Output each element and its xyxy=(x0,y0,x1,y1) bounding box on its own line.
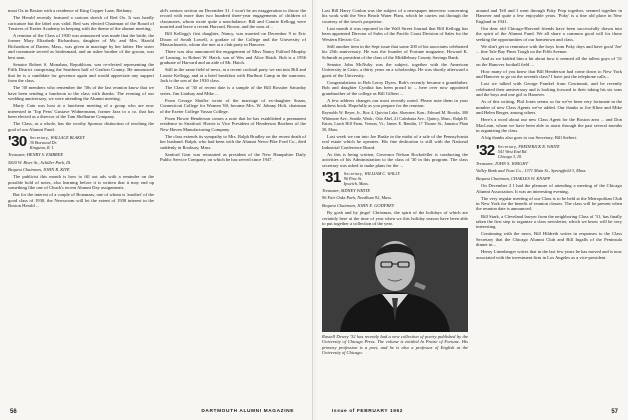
paragraph: Last month it was reported in the Wall Street Journal that Bill Kellogg has been appointed Director of Sales of the Pacific Coast Division of Sales for the Western Electric Co. xyxy=(322,25,468,42)
paragraph: On December 2 I had the pleasure of attending a meeting of the Chicago Alumni Association. It was an interesting evening. xyxy=(476,183,622,194)
class-officers: Secretary, WALLACE BLAKEY 30 Boxwood Dr. Kingston, R. I. xyxy=(29,135,85,151)
paragraph: The publicist this month is how to fill out ads with a reminder on the possible hold of notes, also learning before it is written that it may end up something like one of Chuck's recent Alumni Day assignments. xyxy=(8,174,154,191)
class-year: '31 xyxy=(322,168,341,186)
class-officers: Secretary, FREDERICK R. WHITE 541 West End Rd. Chicago 3, Ill. xyxy=(497,143,560,159)
paragraph: Marty Cain was host at a luncheon meeting of a group who are now interested in 'Top Pens' Gustave Widnermann, former Jazz to a co. that has been elected as a director of the Tam Shelburne Company. xyxy=(8,103,154,120)
running-footer: DARTMOUTH ALUMNI MAGAZINE xyxy=(201,409,294,414)
paragraph: Henry Linenberger writes that in the last few years he has moved and is now associated with the investment firm in Los Angeles as a vice-president. xyxy=(476,249,622,260)
paragraph: A few address changes our most recently noted. Please note them in your address book. Hopefully as you prepare for the reunion: xyxy=(322,97,468,109)
class-heading-32 xyxy=(476,141,622,159)
class-treasurer: Treasurer, JOHN S. WRIGHT xyxy=(476,160,529,166)
paragraph: Last Bill Harry Conlon was the subject of a newspaper interview concerning his work with the Vero Beach Water Plant, which he carries out through the courtesy of the town's proprietor. xyxy=(322,8,468,24)
right-column-2 xyxy=(476,8,622,403)
left-column-2 xyxy=(160,8,306,403)
class-heading-30 xyxy=(8,135,154,150)
class-year: '32 xyxy=(476,141,495,159)
class-officers: Secretary, WILLIAM C. WALLY 96 Pine St. Ipswich, Mass. xyxy=(343,170,400,186)
paragraph: Senator Robert S. Monahan, Republican, was re-elected representing the Fifth District comprising the Southern half of Grafton County. He announced that he is a candidate for governor again and would appreciate any support from the class. xyxy=(8,61,154,84)
paragraph: The Class, as a whole, has the worthy Sponsor distinction of reaching the goal of our Alumni Fund. xyxy=(8,121,154,132)
class-agent: Bequest Chairman, JOHN E. GODFREY xyxy=(322,202,395,208)
paragraph: Bill Kellogg's first daughter, Nancy, was married on December 9 to Eric Dixon of South Lowell, a gradate of the College and the University of Massachusetts, whom she met at a club party in Hanover. xyxy=(160,31,306,48)
photo-caption: Russell Dewey '32 has recently had a new collection of poetry published by the University of Chicago Press. The volume is entitled In Praise of Fortune. His primary profession is a poet, and he is also a professor of English at the University of Chicago. xyxy=(322,334,468,356)
paragraph: And as we kidded him a bit about how it seemed all the tallest guys of '31 on the Hanover football field ... xyxy=(476,56,622,67)
paragraph: ald's seniors section on December 31. I won't be an exaggeration to throw the record with more than two hundred three-year engagements of children of classmates, whom wrote quite a nonchalance. Bill and Connie Kellogg were married and leave a recent Harvard, Brown, and the sons of... xyxy=(160,8,306,30)
paragraph: Last we talked with George Frankel from Cincinnati, and he recently celebrated their anniversary and is looking forward to their taking his six sons and the boys and one girl to Hanover. xyxy=(476,81,622,98)
paragraph: From George Shaffer wrote of the marriage of ex-daughter Susan, Connecticut College for Women '60, became Mrs. W. Johnny Holt, chairman of the Exeter College Vassar College. xyxy=(160,97,306,114)
paragraph: We don't get to reminisce with the boys from Poky days and have good 'Joe' ... fine Tale Bay Pines Tough on the Fifth Avenue. xyxy=(476,43,622,55)
paragraph: Here's a word about our new Class Agent for the Boston area ... and Don MacLean, whom we have been able to assist through the past several months in organizing the class. xyxy=(476,117,622,134)
paragraph: How many of you knew that Bill Henderson had come down to New York and Hanover to go on the seventh class? I have just the telephone calls... xyxy=(476,68,622,80)
paragraph: The Herald recently featured a cartoon sketch of Red Ox. It was hardly caricature but the label was valid. Red was elected Chairman of the Board of Trustees of Exeter Academy in keeping with the theme of the alumni meeting. xyxy=(8,15,154,31)
portrait-illustration xyxy=(322,228,468,332)
address-list: Reynolds W. Beyer, Jr., Box 4, Quivira Lake, Shawnee, Kan.; Edward M. Brooks, 300 Whitmore Ave., Seattle, Wash.; Otto Abel, 21 Caledonia Ave., Quincy, Mass.; Ralph B. Eaton, Larch Hill Farm, Vernon, Vt.; James E. Hamlin, 17 Thorne St., Jamaica Plain 30, Mass. xyxy=(322,110,468,132)
class-treasurer-address: 5820 W. River St., Schiller Park, Ill. xyxy=(8,159,72,165)
paragraph: As of this writing, Phil Jones seems so far we've been very fortunate in the number of new Class Agents we've added. Our thanks to Joe Kline and Mike and Helen Berger, among others. xyxy=(476,99,622,116)
class-treasurer: Treasurer, SIDNEY WHITE xyxy=(322,187,371,193)
paragraph: The class extends its sympathy to Mrs. Ralph Bradley on the recent death of her husband. Ralph, who had been with the Alumni News-Pike Ford Co., died suddenly in Roxbury, Mass. xyxy=(160,133,306,150)
paragraph: Last week we ran into Joe Baske in the midst of a sale of the Pennsylvania real estate which he operates. His fine dedication is still with the National Industrial Conference Board. xyxy=(322,133,468,150)
class-year: '30 xyxy=(8,133,27,151)
paragraph: most Ox in Boston with a residence of King Copper Lane, Bethany. xyxy=(8,8,133,13)
paragraph: Still another item in the Sept issue that some 200 of his associates celebrated his 25th anniversary. He was the founder of Fortune magazine, Howard K. Schmidt as president of the class of the Middlebury County Savings Bank. xyxy=(322,43,468,60)
paragraph: Congratulations to Bob Leroy Dyers. Bob's recently became a grandfather. Bob and daughter Cynthia has been proud to ... here over now appointed grandmother of the college as Bill Gilbert ... xyxy=(322,79,468,96)
paragraph: By gosh and by jingo! Christmas, the spirit of the holidays of which are certainly here at the time of year when we this holiday season have been able to put together a collection of the year. xyxy=(322,210,468,227)
paragraph: A reunion of the Class of 1930 was announced was made that the bride, the former Mary Elizabeth Richardson, daughter of Mr. and Mrs. Harold Richardson of Darien, Mass., was given in marriage by her father. Her sister and roommate served as bridesmaid, and an usher brother of the groom, was best man. xyxy=(8,33,154,60)
class-agent: Bequest Chairman, CHARLES W. KNAPP xyxy=(476,175,551,181)
paragraph: A big thanks also goes to our Secretary, Bill Siebert. xyxy=(481,135,578,141)
paragraph: The very regular meeting of our Class is to be held at the Metropolitan Club in New York for the benefit of reunion classes. The class will be present when the reunion date is announced. xyxy=(476,195,622,212)
class-treasurer-address: Valley Bank and Trust Co., 1371 Main St., Springfield 3, Mass. xyxy=(476,168,587,174)
paragraph: From Howie Henderson comes a note that he has established a permanent residence in Stratford. Howie is Vice President of Henderson Brothers of the New Haven Manufacturing Company. xyxy=(160,115,306,132)
right-page xyxy=(316,0,628,420)
class-treasurer-address: 96 Fair Oaks Park, Needham 92, Mass. xyxy=(322,195,392,201)
paragraph: Our dear old Chicago-Harvard friends have been successfully drawn into the spirit of the Alumni Fund. We all share a common good will for those seeking the opportunities of our hometown and class. xyxy=(476,25,622,42)
running-footer: Issue of FEBRUARY 1962 xyxy=(332,409,404,414)
page-number: 57 xyxy=(611,409,618,415)
paragraph: Bill Stark, a Cleveland lawyer from the neighboring Class of '31, has finally taken the first step to organize a class newsletter, which we know will be very interesting. xyxy=(476,213,622,230)
left-column-1 xyxy=(8,8,154,403)
paragraph: Sanford Gear was reinstated as president of the New Hampshire Daily Public Service Company, on which he has served since 1947. xyxy=(160,151,306,163)
class-treasurer: Treasurer, HENRY S. EMBREE xyxy=(8,152,64,158)
left-page xyxy=(0,0,313,420)
paragraph: But for the interest of a couple of Bonanzas, one of whom is 'another' of the good class of 1930, the Newsroom will let the extent of 1930 interest in the Boston Herald ... xyxy=(8,192,154,209)
paragraph: Continuing with the news, Bill Hildreth writes in responses to the Class Secretary that the Chicago Alumni Club and Bill Ingalls of the Peninsula dinner in... xyxy=(476,231,622,248)
portrait-photo xyxy=(322,228,468,332)
paragraph: There was also announced the engagement of Miss Nancy Fulford Murphy of Lansing, to Robert W. Hatch, son of Wes and Alice Hatch. Bob is a 1956 graduate of Harvard and an aide of Mr. Hatch. xyxy=(160,49,306,66)
paragraph: around and Tell and I went through Poky Prep together, seemed together in Hanover and quite a few enjoyable years. 'Poky' is a fine old place in New England in 1941. xyxy=(476,8,622,24)
class-heading-31 xyxy=(322,168,468,186)
class-agent: Bequest Chairman, JOHN R. KITE xyxy=(8,166,70,172)
paragraph: As this is being written, Governor Nelson Rockefeller is conducting the activities of his Administration to the class of '30 in this program. The class secretary was asked to make plans for the ... xyxy=(322,151,468,168)
paragraph: The Class of '30 of recent date is a sample of the Bill Rossiter Saturday series. Jim Lindsay and Mike ... xyxy=(160,85,306,96)
paragraph: The '30 members who remember the '30s of the last reunion know that we have been sending a luncheon to the class with thanks. The evening of our wedding anniversary, we were attending the Alumni meeting. xyxy=(8,85,154,102)
paragraph: Senator John McNulty was the subject, together with the American University in Cairo, a thirty years on a scholarship. He was shortly afterward a guest of the University. xyxy=(322,61,468,78)
paragraph: Still in the same field of news, at a recent cocktail party we ran into Bill and Louise Kellogg, and at a brief breakfast with Hurlburt Camp in the sunroom. Jack is the son of the 1930 class. xyxy=(160,67,306,84)
page-number: 56 xyxy=(10,409,17,415)
